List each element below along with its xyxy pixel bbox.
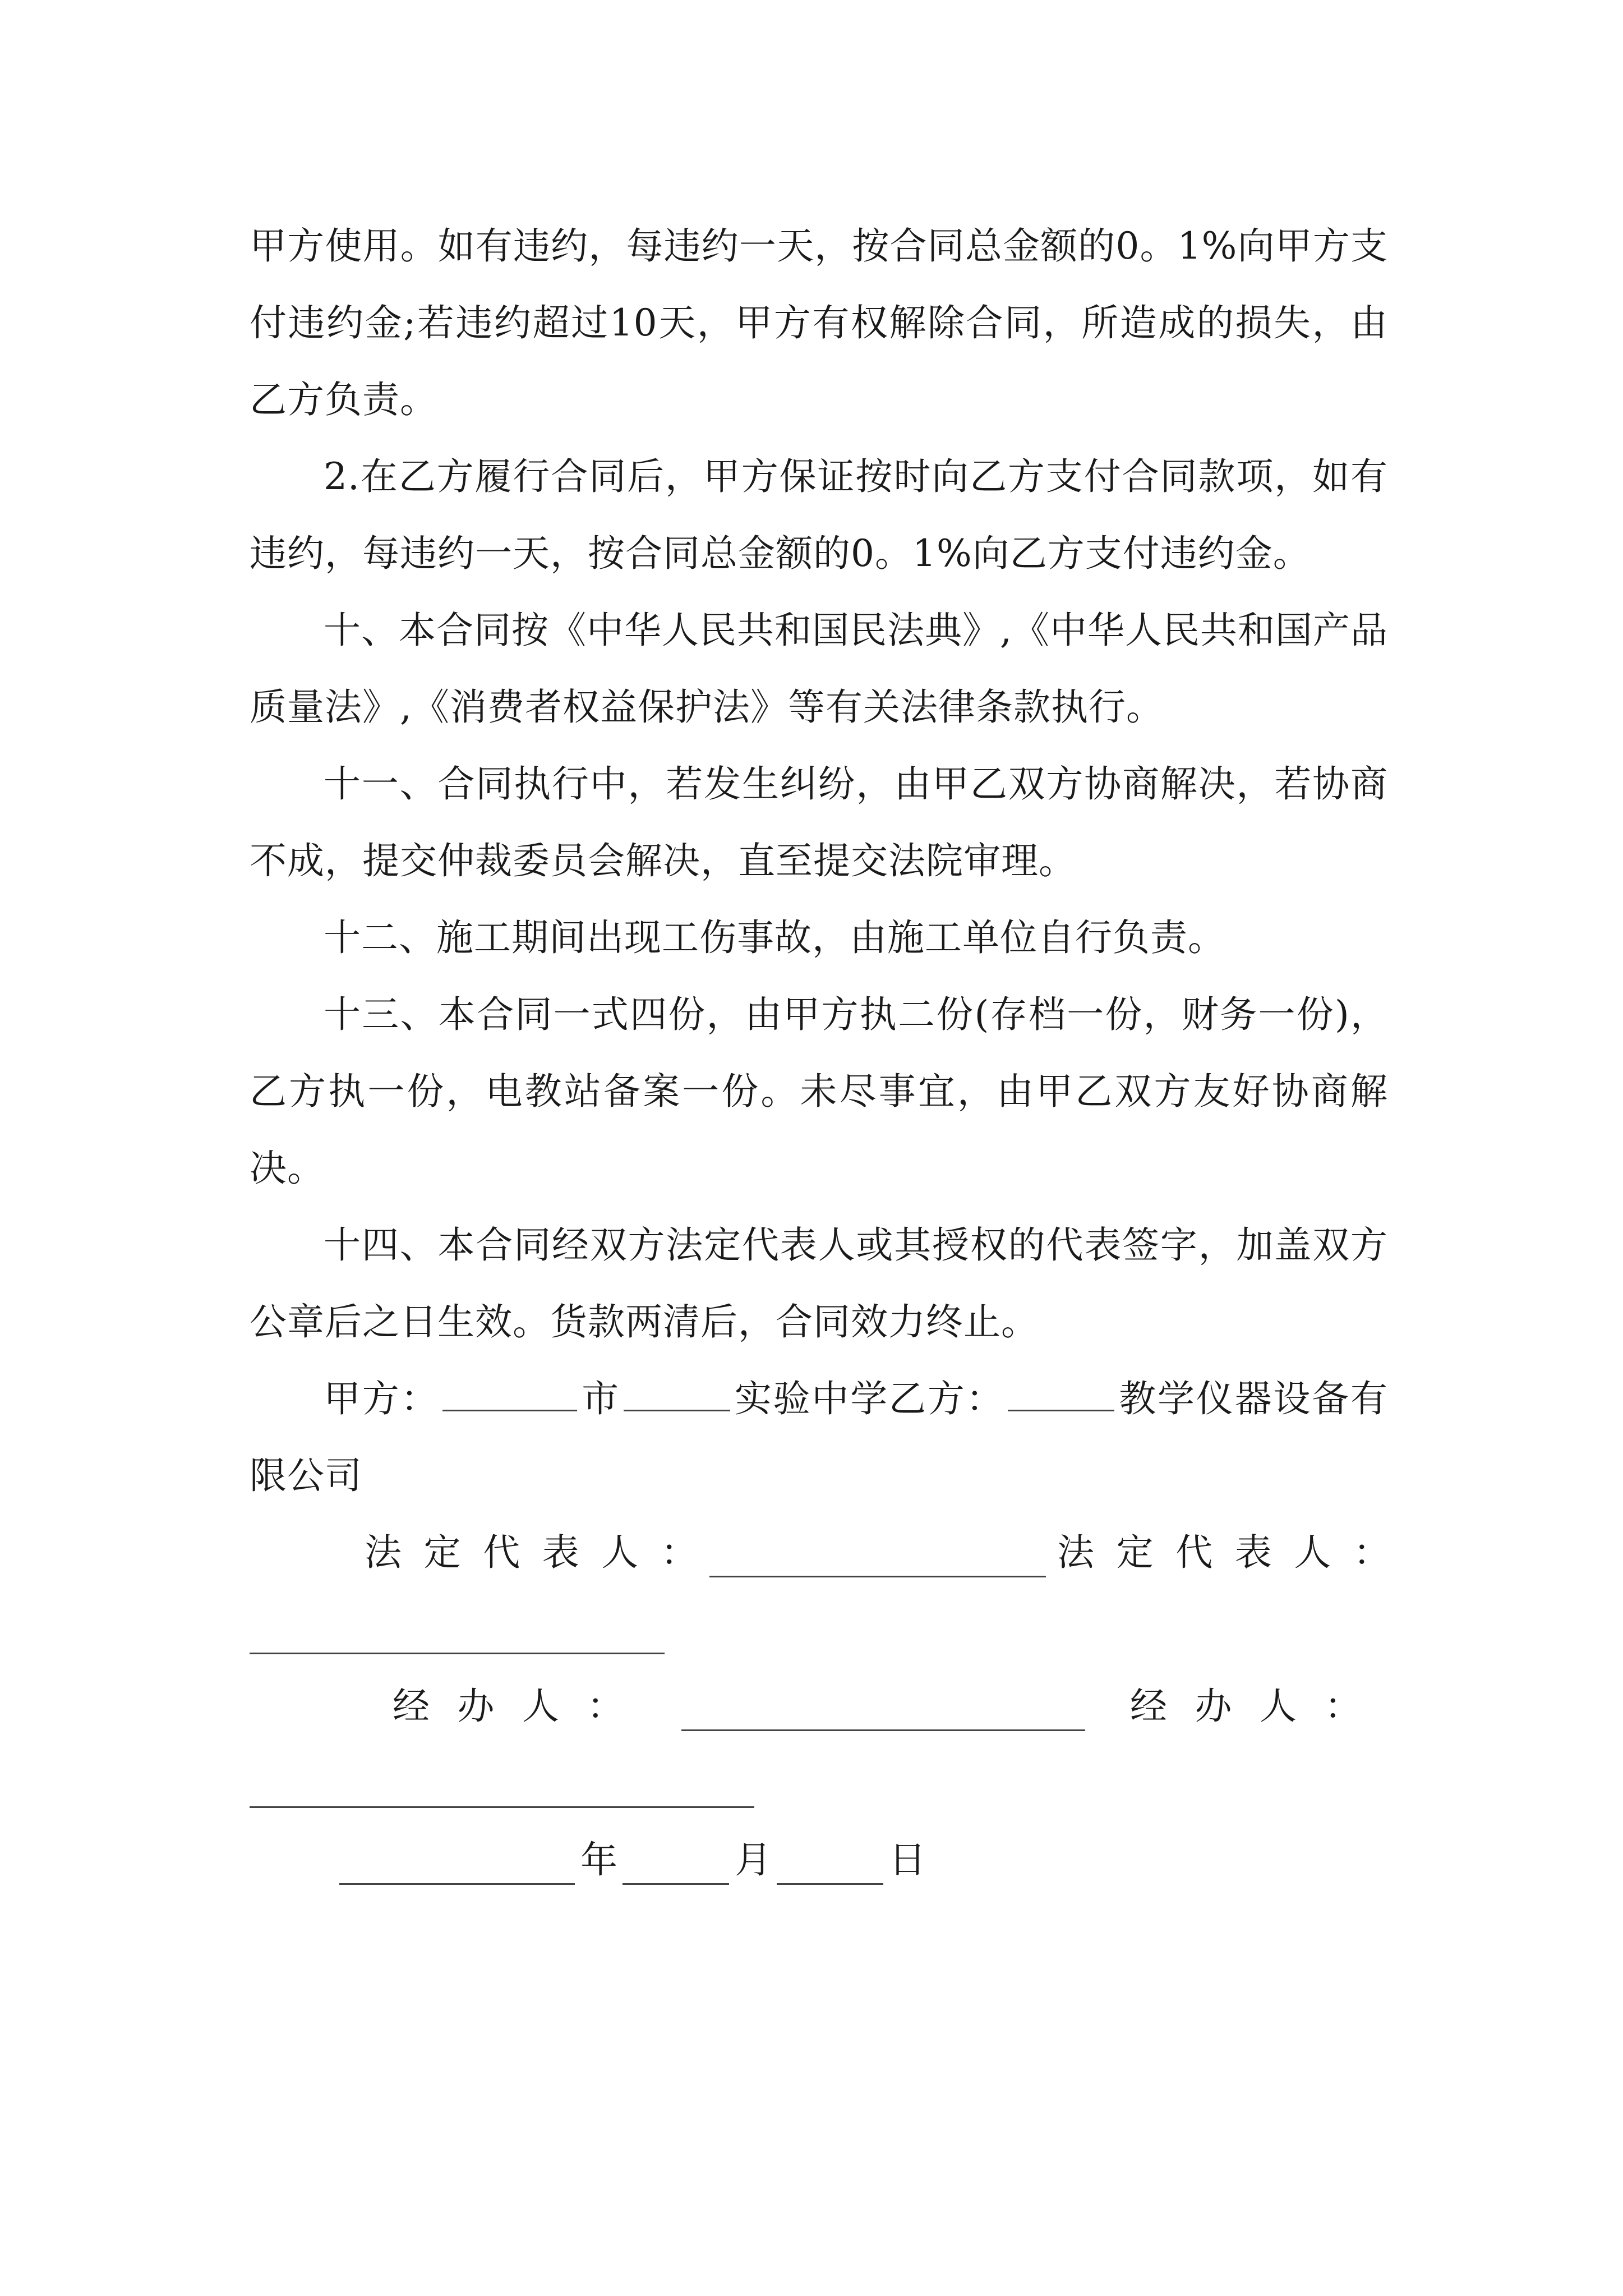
paragraph-item-2-payment: 2.在乙方履行合同后，甲方保证按时向乙方支付合同款项，如有违约，每违约一天，按合同总金额的0。1%向乙方支付违约金。 <box>250 455 1388 575</box>
handler-label-a: 经办人： <box>393 1685 652 1728</box>
date-day-blank[interactable] <box>777 1883 883 1885</box>
city-blank[interactable] <box>442 1376 577 1411</box>
handler-blank-b[interactable] <box>250 1806 754 1808</box>
date-day-label: 日 <box>889 1838 926 1881</box>
handler-continuation <box>250 1745 1388 1821</box>
contract-page <box>250 208 1413 1898</box>
legal-rep-label-a: 法定代表人： <box>365 1531 720 1574</box>
date-year-label: 年 <box>580 1838 617 1881</box>
company-suffix: 教学仪器设备有限公司 <box>250 1377 1389 1497</box>
paragraph-clause-13: 十三、本合同一式四份，由甲方执二份(存档一份，财务一份)，乙方执一份，电教站备案一份。未尽事宜，由甲乙双方友好协商解决。 <box>250 993 1388 1190</box>
school-blank[interactable] <box>624 1376 730 1411</box>
handler-blank-a[interactable] <box>681 1729 1085 1731</box>
paragraph-clause-11: 十一、合同执行中，若发生纠纷，由甲乙双方协商解决，若协商不成，提交仲裁委员会解决，直至提交法院审理。 <box>250 762 1388 882</box>
date-month-blank[interactable] <box>623 1883 729 1885</box>
legal-rep-continuation <box>250 1591 1388 1668</box>
handler-label-b: 经办人： <box>1130 1685 1389 1728</box>
party-a-label: 甲方： <box>324 1377 440 1420</box>
legal-rep-blank-b[interactable] <box>250 1653 665 1654</box>
paragraph-clause-12: 十二、施工期间出现工伤事故，由施工单位自行负责。 <box>324 916 1225 959</box>
legal-rep-label-b: 法定代表人： <box>1057 1531 1413 1574</box>
date-month-label: 月 <box>735 1838 772 1881</box>
legal-rep-blank-a[interactable] <box>709 1576 1046 1577</box>
date-year-blank[interactable] <box>339 1883 575 1885</box>
parties-line <box>250 1360 1388 1514</box>
city-suffix: 市 <box>580 1377 621 1420</box>
paragraph-clause-10: 十、本合同按《中华人民共和国民法典》,《中华人民共和国产品质量法》,《消费者权益保护法》等有关法律条款执行。 <box>250 609 1388 729</box>
date-row <box>250 1821 1388 1898</box>
company-blank[interactable] <box>1008 1376 1114 1411</box>
handler-row <box>250 1668 1388 1745</box>
legal-rep-row <box>250 1514 1413 1591</box>
school-suffix: 实验中学乙方： <box>734 1377 1005 1420</box>
paragraph-clause-14: 十四、本合同经双方法定代表人或其授权的代表签字，加盖双方公章后之日生效。货款两清后，合同效力终止。 <box>250 1223 1388 1343</box>
paragraph-penalty-supplier: 甲方使用。如有违约，每违约一天，按合同总金额的0。1%向甲方支付违约金;若违约超过10天，甲方有权解除合同，所造成的损失，由乙方负责。 <box>250 224 1388 421</box>
